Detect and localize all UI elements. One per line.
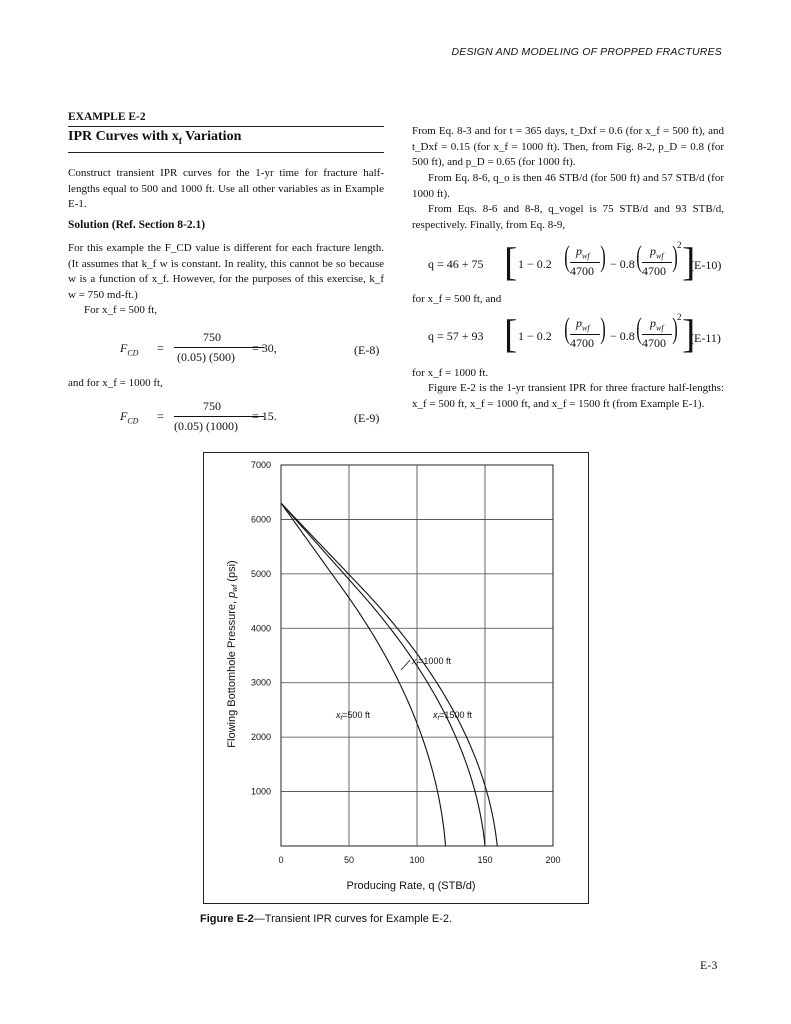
right-para-3: From Eqs. 8-6 and 8-8, q_vogel is 75 STB/d and 93 STB/d, respectively. Finally, from Eq. 8-9, — [412, 203, 724, 231]
eq-e9-result: = 15. — [252, 409, 277, 423]
eq-e9-label: (E-9) — [354, 411, 380, 425]
eq-e10-pwf1: $p_{wf}$ — [576, 244, 590, 261]
eq-e11-b: − 0.8 — [610, 329, 635, 343]
y-tick-label: 7000 — [250, 460, 271, 470]
eq-e8 — [120, 331, 290, 371]
y-tick-label: 4000 — [250, 623, 271, 634]
x-tick-label: 200 — [545, 855, 561, 865]
eq-e11-sq: 2 — [677, 312, 682, 322]
eq-e11-paren-r1: ) — [600, 312, 606, 345]
eq-e10-pwf2: $p_{wf}$ — [650, 244, 664, 261]
eq-e11-bracket-l: [ — [504, 311, 518, 356]
eq-e11-a: 1 − 0.2 — [518, 329, 552, 343]
eq-e11-den2: 4700 — [642, 336, 666, 350]
example-title-end: Variation — [181, 129, 242, 144]
eq-e9-den: (0.05) (1000) — [174, 419, 238, 433]
running-head: DESIGN AND MODELING OF PROPPED FRACTURES — [451, 46, 722, 58]
eq-e11-pwf2: $p_{wf}$ — [650, 316, 664, 333]
y-axis-label: Flowing Bottomhole Pressure, pwf (psi) — [226, 560, 239, 748]
page-number: E-3 — [700, 958, 718, 972]
curve-label-leader — [401, 660, 410, 670]
eq-e11-paren-r2: ) — [672, 312, 678, 345]
for-xf-500-and: for x_f = 500 ft, and — [412, 293, 502, 305]
example-title — [68, 129, 241, 146]
eq-e10-paren-l1: ( — [564, 240, 570, 273]
solution-heading: Solution (Ref. Section 8-2.1) — [68, 219, 206, 231]
eq-e10-paren-l2: ( — [636, 240, 642, 273]
curve-label-0: $x_f=500$ ft — [336, 710, 370, 722]
eq-e8-frac — [174, 347, 264, 348]
for-xf-500: For x_f = 500 ft, — [84, 304, 158, 316]
eq-e11-frac2 — [642, 334, 672, 335]
eq-e11-frac1 — [570, 334, 600, 335]
solution-text: For this example the F_CD value is different for each fracture length. (It assumes that k_f w is constant. In reality, this cannot be so because w is a function of x_f. However, for the purposes of this exercise, k_f w = 750 md-ft.) — [68, 242, 384, 301]
y-tick-label: 5000 — [250, 568, 271, 579]
eq-e9-lhs: $F_{CD}$ — [120, 409, 139, 426]
curve-label-2: $x_f=1500$ ft — [433, 710, 472, 722]
eq-e10-label: (E-10) — [690, 258, 722, 272]
eq-e10-frac1 — [570, 262, 600, 263]
eq-e10-den1: 4700 — [570, 264, 594, 278]
eq-e11 — [428, 311, 708, 362]
eq-e8-den: (0.05) (500) — [177, 350, 235, 364]
eq-e11-den1: 4700 — [570, 336, 594, 350]
eq-e11-paren-l1: ( — [564, 312, 570, 345]
ipr-curve-0 — [281, 503, 446, 846]
right-para-4: Figure E-2 is the 1-yr transient IPR for three fracture half-lengths: x_f = 500 ft, x_f = 1000 ft, and x_f = 1500 ft (from Example E-1). — [412, 382, 724, 410]
eq-e11-bracket-r: ] — [682, 311, 696, 356]
y-tick-label: 6000 — [250, 514, 271, 525]
eq-e10 — [428, 239, 708, 290]
eq-e10-paren-r1: ) — [600, 240, 606, 273]
x-axis-label: Producing Rate, q (STB/d) — [346, 880, 476, 892]
problem-text: Construct transient IPR curves for the 1-yr time for fracture half-lengths equal to 500 and 1000 ft. Use all other variables as in Example E-1. — [68, 167, 384, 211]
eq-e10-lhs: q = 46 + 75 — [428, 257, 484, 271]
eq-e11-label: (E-11) — [690, 331, 721, 345]
eq-e10-den2: 4700 — [642, 264, 666, 278]
example-rule-bottom — [68, 152, 384, 153]
eq-e10-paren-r2: ) — [672, 240, 678, 273]
example-title-sub: f — [178, 135, 182, 146]
eq-e10-sq: 2 — [677, 240, 682, 250]
x-tick-label: 0 — [278, 855, 284, 865]
eq-e10-bracket-r: ] — [682, 239, 696, 284]
eq-e9-equals: = — [157, 409, 164, 423]
figure-caption — [200, 913, 452, 925]
x-tick-label: 50 — [343, 855, 355, 865]
x-tick-label: 150 — [477, 855, 493, 865]
ipr-curve-2 — [281, 503, 497, 846]
eq-e8-label: (E-8) — [354, 343, 380, 357]
y-tick-label: 3000 — [250, 677, 271, 688]
eq-e8-num: 750 — [203, 330, 221, 344]
eq-e9-frac — [174, 416, 264, 417]
example-rule-top — [68, 126, 384, 127]
right-para-1: From Eq. 8-3 and for t = 365 days, t_Dxf = 0.6 (for x_f = 500 ft), and t_Dxf = 0.15 (for x_f = 1000 ft). Then, from Fig. 8-2, p_D = 0.8 (for 500 ft), and p_D = 0.65 (for 1000 ft). — [412, 125, 724, 169]
eq-e9-num: 750 — [203, 399, 221, 413]
eq-e8-lhs: $F_{CD}$ — [120, 341, 139, 358]
y-tick-label: 1000 — [250, 786, 271, 797]
ipr-curve-1 — [281, 503, 485, 846]
y-tick-label: 2000 — [250, 732, 271, 743]
eq-e8-result: = 30, — [252, 341, 277, 355]
for-xf-1000-end: for x_f = 1000 ft. — [412, 367, 489, 379]
example-title-main: IPR Curves with x — [68, 129, 179, 144]
eq-e10-bracket-l: [ — [504, 239, 518, 284]
example-label: EXAMPLE E-2 — [68, 111, 146, 123]
ipr-chart — [203, 452, 589, 904]
x-tick-label: 100 — [409, 855, 425, 865]
eq-e9 — [120, 399, 290, 439]
caption-text: —Transient IPR curves for Example E-2. — [253, 913, 453, 925]
eq-e10-a: 1 − 0.2 — [518, 257, 552, 271]
eq-e10-b: − 0.8 — [610, 257, 635, 271]
and-for-xf-1000: and for x_f = 1000 ft, — [68, 377, 163, 389]
eq-e10-frac2 — [642, 262, 672, 263]
curve-label-1: $x_f=1000$ ft — [412, 656, 451, 668]
eq-e11-pwf1: $p_{wf}$ — [576, 316, 590, 333]
right-para-2: From Eq. 8-6, q_o is then 46 STB/d (for 500 ft) and 57 STB/d (for 1000 ft). — [412, 172, 724, 200]
eq-e11-paren-l2: ( — [636, 312, 642, 345]
eq-e11-lhs: q = 57 + 93 — [428, 329, 484, 343]
caption-bold: Figure E-2 — [200, 913, 254, 925]
eq-e8-equals: = — [157, 341, 164, 355]
